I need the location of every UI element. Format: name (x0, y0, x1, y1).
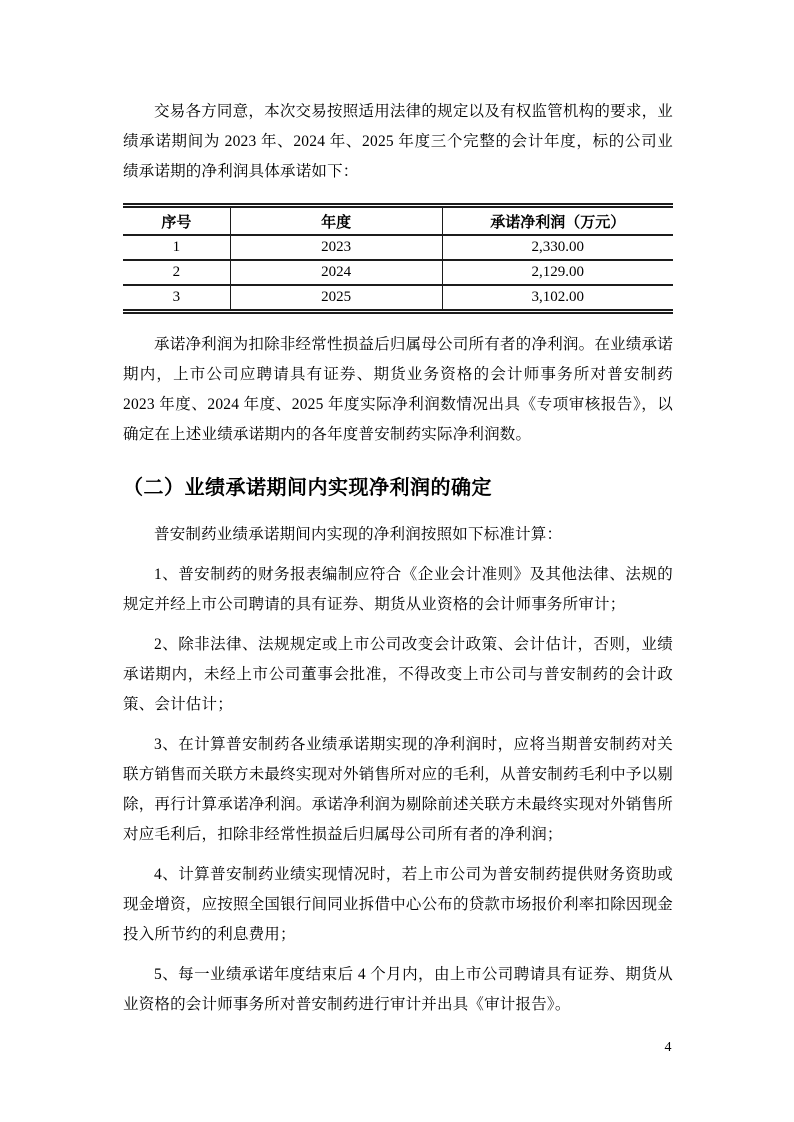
cell-net-profit: 2,330.00 (442, 235, 673, 260)
list-item-3: 3、在计算普安制药各业绩承诺期实现的净利润时，应将当期普安制药对关联方销售而关联方未最终实现对外销售所对应的毛利，从普安制药毛利中予以剔除，再行计算承诺净利润。承诺净利润为剔除前述关联方未最终实现对外销售所对应毛利后，扣除非经常性损益后归属母公司所有者的净利润； (123, 736, 673, 843)
cell-index: 2 (123, 260, 230, 285)
section-intro-paragraph: 普安制药业绩承诺期间内实现的净利润按照如下标准计算： (154, 526, 563, 543)
cell-index: 1 (123, 235, 230, 260)
cell-year: 2025 (230, 285, 442, 312)
header-cell-year: 年度 (230, 206, 442, 236)
list-item-4: 4、计算普安制药业绩实现情况时，若上市公司为普安制药提供财务资助或现金增资，应按照全国银行间同业拆借中心公布的贷款市场报价利率扣除因现金投入所节约的利息费用； (123, 866, 673, 943)
cell-year: 2024 (230, 260, 442, 285)
cell-net-profit: 3,102.00 (442, 285, 673, 312)
cell-net-profit: 2,129.00 (442, 260, 673, 285)
commitment-table (123, 203, 673, 314)
list-item-1: 1、普安制药的财务报表编制应符合《企业会计准则》及其他法律、法规的规定并经上市公司聘请的具有证券、期货从业资格的会计师事务所审计； (123, 566, 673, 613)
cell-index: 3 (123, 285, 230, 312)
section-heading: （二）业绩承诺期间内实现净利润的确定 (123, 477, 492, 499)
after-table-paragraph: 承诺净利润为扣除非经常性损益后归属母公司所有者的净利润。在业绩承诺期内，上市公司应聘请具有证券、期货业务资格的会计师事务所对普安制药 2023 年度、2024 年度、2025 年度实际净利润数情况出具《专项审核报告》，以确定在上述业绩承诺期内的各年度普安制药实际净利润数。 (123, 336, 673, 443)
list-item-5: 5、每一业绩承诺年度结束后 4 个月内，由上市公司聘请具有证券、期货从业资格的会计师事务所对普安制药进行审计并出具《审计报告》。 (123, 966, 673, 1013)
header-cell-index: 序号 (161, 214, 192, 231)
table-row (123, 235, 673, 260)
list-item-2: 2、除非法律、法规规定或上市公司改变会计政策、会计估计，否则，业绩承诺期内，未经上市公司董事会批准，不得改变上市公司与普安制药的会计政策、会计估计； (123, 636, 673, 713)
table-header-row (123, 206, 673, 236)
page-number: 4 (664, 1040, 672, 1055)
cell-year: 2023 (230, 235, 442, 260)
table-row (123, 285, 673, 312)
intro-paragraph: 交易各方同意，本次交易按照适用法律的规定以及有权监管机构的要求，业绩承诺期间为 2023 年、2024 年、2025 年度三个完整的会计年度，标的公司业绩承诺期的净利润具体承诺如下： (123, 103, 673, 180)
header-cell-net-profit: 承诺净利润（万元） (442, 206, 673, 236)
table-row (123, 260, 673, 285)
